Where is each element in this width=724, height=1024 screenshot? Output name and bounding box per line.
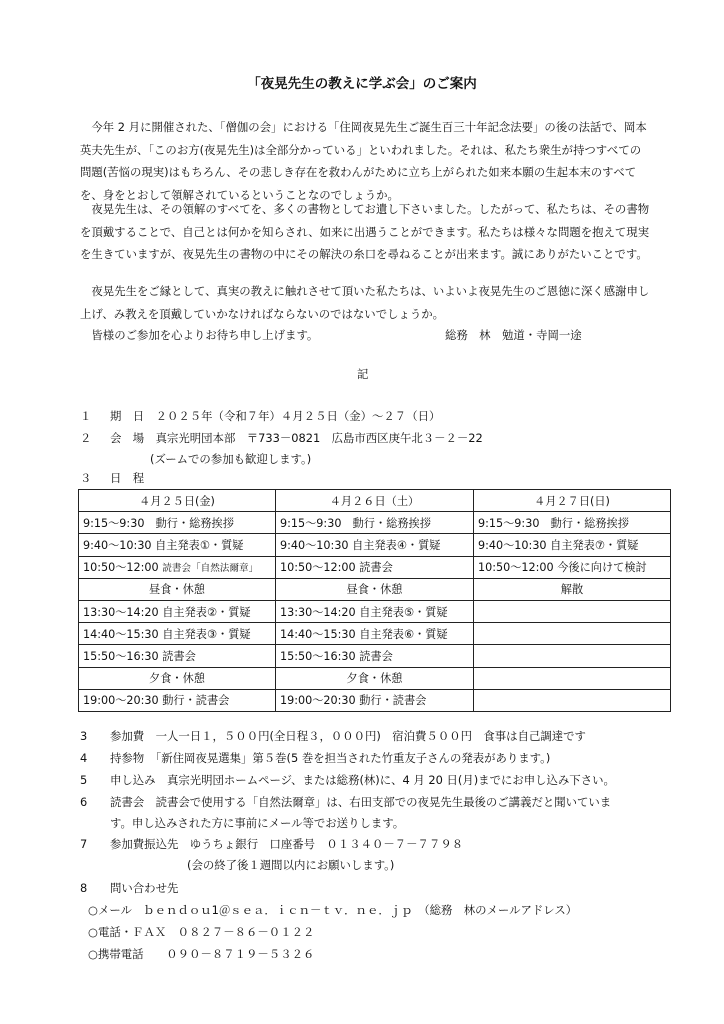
table-row: [79, 623, 671, 645]
table-cell: 10:50～12:00 読書会: [276, 556, 474, 578]
item-text: 参加費振込先 ゆうちょ銀行 口座番号 ０１３４０－７－７７９８: [110, 837, 464, 851]
table-cell: [474, 645, 671, 667]
item-contact: [80, 880, 178, 896]
item-value: ２０２５年（令和７年）４月２５日（金）～２７（日）: [155, 409, 441, 423]
table-cell: [474, 623, 671, 645]
item-label: 問い合わせ先: [110, 881, 179, 895]
item-number: 3: [80, 729, 88, 743]
table-cell: 9:40～10:30 自主発表①・質疑: [79, 534, 276, 556]
item-bring: [80, 750, 550, 766]
table-cell: 解散: [474, 578, 671, 600]
intro-p4-text: 皆様のご参加を心よりお待ち申し上げます。: [91, 328, 319, 342]
intro-p2-text: 夜晃先生は、その領解のすべてを、多くの書物としてお遺し下さいました。したがって、私たちは、その書物を頂戴することで、自己とは何かを知らされ、如来に出遇うことができます。私たちは様々な問題を抱えて現実を生きていますが、夜晃先生の書物の中にその解決の糸口を尋ねることが出来ます。誠にありがたいことです。: [80, 202, 650, 262]
item-schedule: [80, 470, 144, 486]
intro-paragraph-1: [80, 116, 650, 206]
table-cell: 9:15～9:30 動行・総務挨拶: [474, 512, 671, 534]
table-cell: [474, 667, 671, 689]
table-row: [79, 645, 671, 667]
table-cell: [474, 600, 671, 622]
item-number: 7: [80, 837, 88, 851]
contact-mobile: ○携帯電話 ０９０－８７１９－５３２６: [88, 947, 315, 961]
item-fee: [80, 728, 586, 744]
table-cell: 14:40～15:30 自主発表③・質疑: [79, 623, 276, 645]
venue-note: (ズームでの参加も歓迎します。): [150, 452, 312, 466]
item-number: 4: [80, 751, 88, 765]
table-cell: 9:40～10:30 自主発表⑦・質疑: [474, 534, 671, 556]
table-cell: 昼食・休憩: [79, 578, 276, 600]
table-row: [79, 600, 671, 622]
ki-heading: 記: [357, 367, 369, 381]
item-label: 会 場: [110, 431, 145, 445]
table-cell: [276, 623, 474, 645]
intro-paragraph-3: [80, 280, 650, 325]
item-transfer: [80, 836, 463, 852]
item-date: [80, 408, 440, 424]
item-value: 真宗光明団本部 〒733－0821 広島市西区庚午北３－２－22: [155, 431, 483, 445]
table-header: ４月２６日（土）: [276, 490, 474, 512]
table-cell: [276, 600, 474, 622]
transfer-note: (会の終了後１週間以内にお願いします。): [187, 858, 395, 872]
item-number: 5: [80, 773, 88, 787]
table-cell: [79, 556, 276, 578]
item-number: 6: [80, 795, 88, 809]
item-text: 申し込み 真宗光明団ホームページ、または総務(林)に、4 月 20 日(月)までにお申し込み下さい。: [110, 773, 615, 787]
page-title: 「夜晃先生の教えに学ぶ会」のご案内: [247, 76, 477, 92]
table-row: [79, 556, 671, 578]
table-cell: 9:15～9:30 動行・総務挨拶: [79, 512, 276, 534]
signature: 総務 林 勉道・寺岡一途: [445, 328, 582, 342]
table-header-row: [79, 490, 671, 512]
intro-paragraph-4: [80, 324, 650, 347]
item-label: 期 日: [110, 409, 145, 423]
table-row: [79, 689, 671, 711]
table-row: [79, 512, 671, 534]
table-cell: 10:50～12:00 今後に向けて検討: [474, 556, 671, 578]
table-cell: 夕食・休憩: [276, 667, 474, 689]
table-cell: 13:30～14:20 自主発表②・質疑: [79, 600, 276, 622]
contact-mail: ○メール ｂｅｎｄｏｕ1＠ｓｅａ．ｉｃｎ－ｔｖ．ｎｅ．ｊｐ （総務 林のメールアドレス）: [88, 903, 578, 917]
table-row: [79, 578, 671, 600]
table-cell-time: 10:50～12:00: [83, 561, 159, 575]
table-cell: 19:00～20:30 動行・読書会: [276, 689, 474, 711]
table-cell: 9:15～9:30 動行・総務挨拶: [276, 512, 474, 534]
item-label: 日 程: [110, 471, 145, 485]
item-apply: [80, 772, 615, 788]
table-cell: 19:00～20:30 動行・読書会: [79, 689, 276, 711]
item-number: 8: [80, 881, 88, 895]
table-cell: 夕食・休憩: [79, 667, 276, 689]
table-cell: 昼食・休憩: [276, 578, 474, 600]
table-row: [79, 667, 671, 689]
item-number: ２: [80, 431, 92, 445]
table-header: ４月２５日(金): [79, 490, 276, 512]
intro-p3-text: 夜晃先生をご縁として、真実の教えに触れさせて頂いた私たちは、いよいよ夜晃先生のご恩徳に深く感謝申し上げ、み教えを頂戴していかなければならないのではないでしょうか。: [80, 284, 650, 321]
table-cell-text: 13:30～14:20 自主発表⑤・質疑: [280, 605, 448, 619]
table-cell: 15:50～16:30 読書会: [276, 645, 474, 667]
item-number: １: [80, 409, 92, 423]
item-text: 参加費 一人一日１，５００円(全日程３，０００円) 宿泊費５００円 食事は自己調達です: [110, 729, 586, 743]
table-cell-text: 14:40～15:30 自主発表⑥・質疑: [280, 627, 448, 641]
table-cell: [474, 689, 671, 711]
table-row: [79, 534, 671, 556]
table-cell: 15:50～16:30 読書会: [79, 645, 276, 667]
item-reading-cont: す。申し込みされた方に事前にメール等でお送りします。: [110, 816, 405, 830]
intro-paragraph-2: [80, 198, 650, 266]
table-cell-text: 読書会「自然法爾章」: [162, 563, 259, 575]
item-text: 持参物 「新住岡夜晃選集」第５巻(5 巻を担当された竹重友子さんの発表があります。): [110, 751, 551, 765]
table-header: ４月２７日(日): [474, 490, 671, 512]
intro-p1-text: 今年 2 月に開催された、「僧伽の会」における「住岡夜晃先生ご誕生百三十年記念法要」の後の法話で、岡本英夫先生が、「このお方(夜晃先生)は全部分かっている」といわれました。それは、私たち衆生が持つすべての問題(苦悩の現実)はもちろん、その悲しき存在を救わんがために立ち上がられた如来本願の生起本末のすべてを、身をとおして領解されているということなのでしょうか。: [80, 120, 647, 202]
schedule-table: [78, 489, 671, 712]
item-text: 読書会 読書会で使用する「自然法爾章」は、右田支部での夜晃先生最後のご講義だと聞いていま: [110, 795, 612, 809]
item-venue: [80, 430, 483, 446]
table-cell: 9:40～10:30 自主発表④・質疑: [276, 534, 474, 556]
contact-tel: ○電話・ＦＡＸ ０８２７－８６－０１２２: [88, 925, 315, 939]
item-reading: [80, 794, 611, 810]
item-number: ３: [80, 471, 92, 485]
